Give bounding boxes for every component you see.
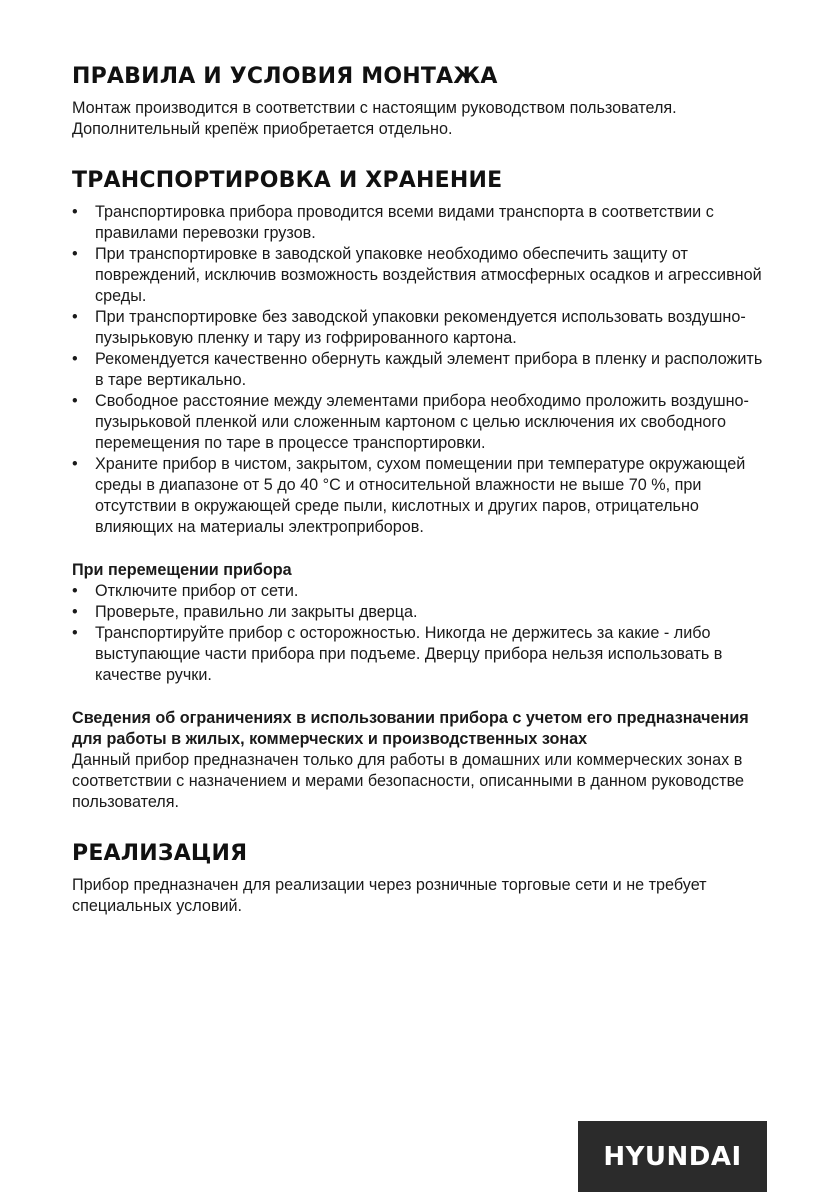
moving-heading: При перемещении прибора [72, 561, 292, 579]
moving-list [72, 581, 772, 686]
limits-text: Данный прибор предназначен только для работы в домашних или коммерческих зонах в соответствии с назначением и мерами безопасности, описанными в данном руководстве пользователя. [72, 751, 744, 811]
list-item: • При транспортировке в заводской упаковке необходимо обеспечить защиту от повреждений, исключив возможность воздействия атмосферных осадков и агрессивной среды. [72, 244, 772, 307]
limits-heading: Сведения об ограничениях в использовании прибора с учетом его предназначения для работы в жилых, коммерческих и производственных зонах [72, 709, 749, 748]
montage-text: Монтаж производится в соответствии с настоящим руководством пользователя. Дополнительный крепёж приобретается отдельно. [72, 99, 677, 138]
list-item: • Проверьте, правильно ли закрыты дверца. [72, 602, 772, 623]
transport-heading: ТРАНСПОРТИРОВКА И ХРАНЕНИЕ [72, 168, 503, 193]
transport-list [72, 202, 772, 538]
list-item: • Транспортировка прибора проводится всеми видами транспорта в соответствии с правилами перевозки грузов. [72, 202, 772, 244]
document-page [72, 62, 772, 917]
list-item: • Отключите прибор от сети. [72, 581, 772, 602]
list-item: • Транспортируйте прибор с осторожностью. Никогда не держитесь за какие - либо выступающие части прибора при подъеме. Дверцу прибора нельзя использовать в качестве ручки. [72, 623, 772, 686]
list-item: • Рекомендуется качественно обернуть каждый элемент прибора в пленку и расположить в таре вертикально. [72, 349, 772, 391]
list-item: • Свободное расстояние между элементами прибора необходимо проложить воздушно-пузырьковой пленкой или сложенным картоном с целью исключения их свободного перемещения по таре в процессе транспортировки. [72, 391, 772, 454]
list-item: • Храните прибор в чистом, закрытом, сухом помещении при температуре окружающей среды в диапазоне от 5 до 40 °C и относительной влажности не выше 70 %, при отсутствии в окружающей среде пыли, кислотных и других паров, отрицательно влияющих на материалы электроприборов. [72, 454, 772, 538]
brand-logo: HYUNDAI [578, 1121, 767, 1192]
montage-heading: ПРАВИЛА И УСЛОВИЯ МОНТАЖА [72, 64, 498, 89]
sales-heading: РЕАЛИЗАЦИЯ [72, 841, 248, 866]
sales-text: Прибор предназначен для реализации через розничные торговые сети и не требует специальных условий. [72, 876, 707, 915]
list-item: • При транспортировке без заводской упаковки рекомендуется использовать воздушно-пузырьковую пленку и тару из гофрированного картона. [72, 307, 772, 349]
